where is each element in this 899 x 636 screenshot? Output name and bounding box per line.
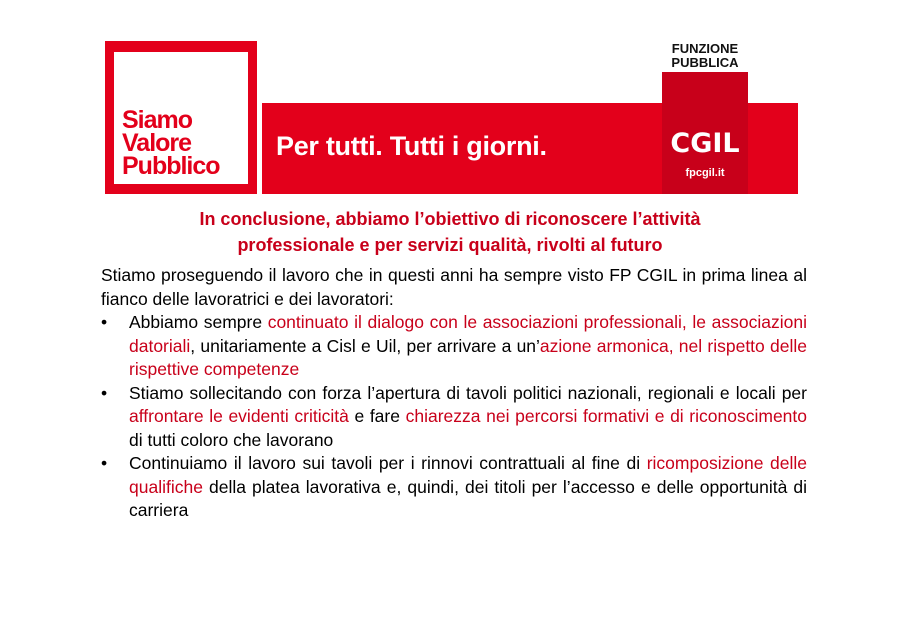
page-heading (95, 206, 805, 258)
text-plain: Continuiamo il lavoro sui tavoli per i rinnovi contrattuali al fine di (129, 453, 647, 473)
tagline: Per tutti. Tutti i giorni. (276, 131, 547, 161)
text-highlight: chiarezza nei percorsi formativi e di riconoscimento (405, 406, 807, 426)
list-item (101, 311, 807, 382)
logo-text (122, 106, 220, 180)
cgil-url: fpcgil.it (685, 167, 725, 179)
heading-line-2: professionale e per servizi qualità, rivolti al futuro (237, 235, 663, 255)
bullet-icon: • (101, 312, 108, 332)
text-plain: della platea lavorativa e, quindi, dei titoli per l’accesso e delle opportunità di carriera (129, 476, 807, 520)
text-highlight: affrontare le evidenti criticità (129, 406, 349, 426)
cgil-logo (662, 72, 748, 194)
bullet-list (101, 311, 807, 523)
org-name (660, 42, 750, 70)
logo-siamo-valore-pubblico (105, 41, 257, 194)
bullet-icon: • (101, 453, 108, 473)
list-item (101, 452, 807, 523)
text-plain: , unitariamente a Cisl e Uil, per arrivare a un’ (190, 335, 540, 356)
org-line: PUBBLICA (671, 55, 739, 70)
text-plain: e fare (348, 406, 406, 426)
text-plain: di tutti coloro che lavorano (129, 429, 334, 450)
text-plain: Abbiamo sempre (129, 312, 268, 332)
logo-line: Pubblico (122, 152, 220, 180)
org-line: FUNZIONE (671, 41, 739, 56)
logo-line: Siamo (122, 106, 193, 134)
logo-inner-box (114, 52, 248, 184)
text-highlight: continuato il dialogo con le associazioni professionali, le associazioni datoriali (129, 312, 807, 356)
text-plain: Stiamo sollecitando con forza l’apertura di tavoli politici nazionali, regionali e locali per (129, 382, 807, 403)
text-highlight: azione armonica, nel rispetto delle rispettive competenze (129, 335, 807, 379)
logo-line: Valore (122, 129, 192, 157)
text-highlight: ricomposizione delle qualifiche (129, 453, 807, 497)
bullet-icon: • (101, 382, 108, 403)
intro-paragraph: Stiamo proseguendo il lavoro che in questi anni ha sempre visto FP CGIL in prima linea al fianco delle lavoratrici e dei lavoratori: (101, 265, 807, 309)
cgil-wordmark: CGIL (670, 128, 740, 159)
body-text (101, 264, 807, 523)
list-item (101, 382, 807, 453)
heading-line-1: In conclusione, abbiamo l’obiettivo di riconoscere l’attività (199, 209, 701, 229)
